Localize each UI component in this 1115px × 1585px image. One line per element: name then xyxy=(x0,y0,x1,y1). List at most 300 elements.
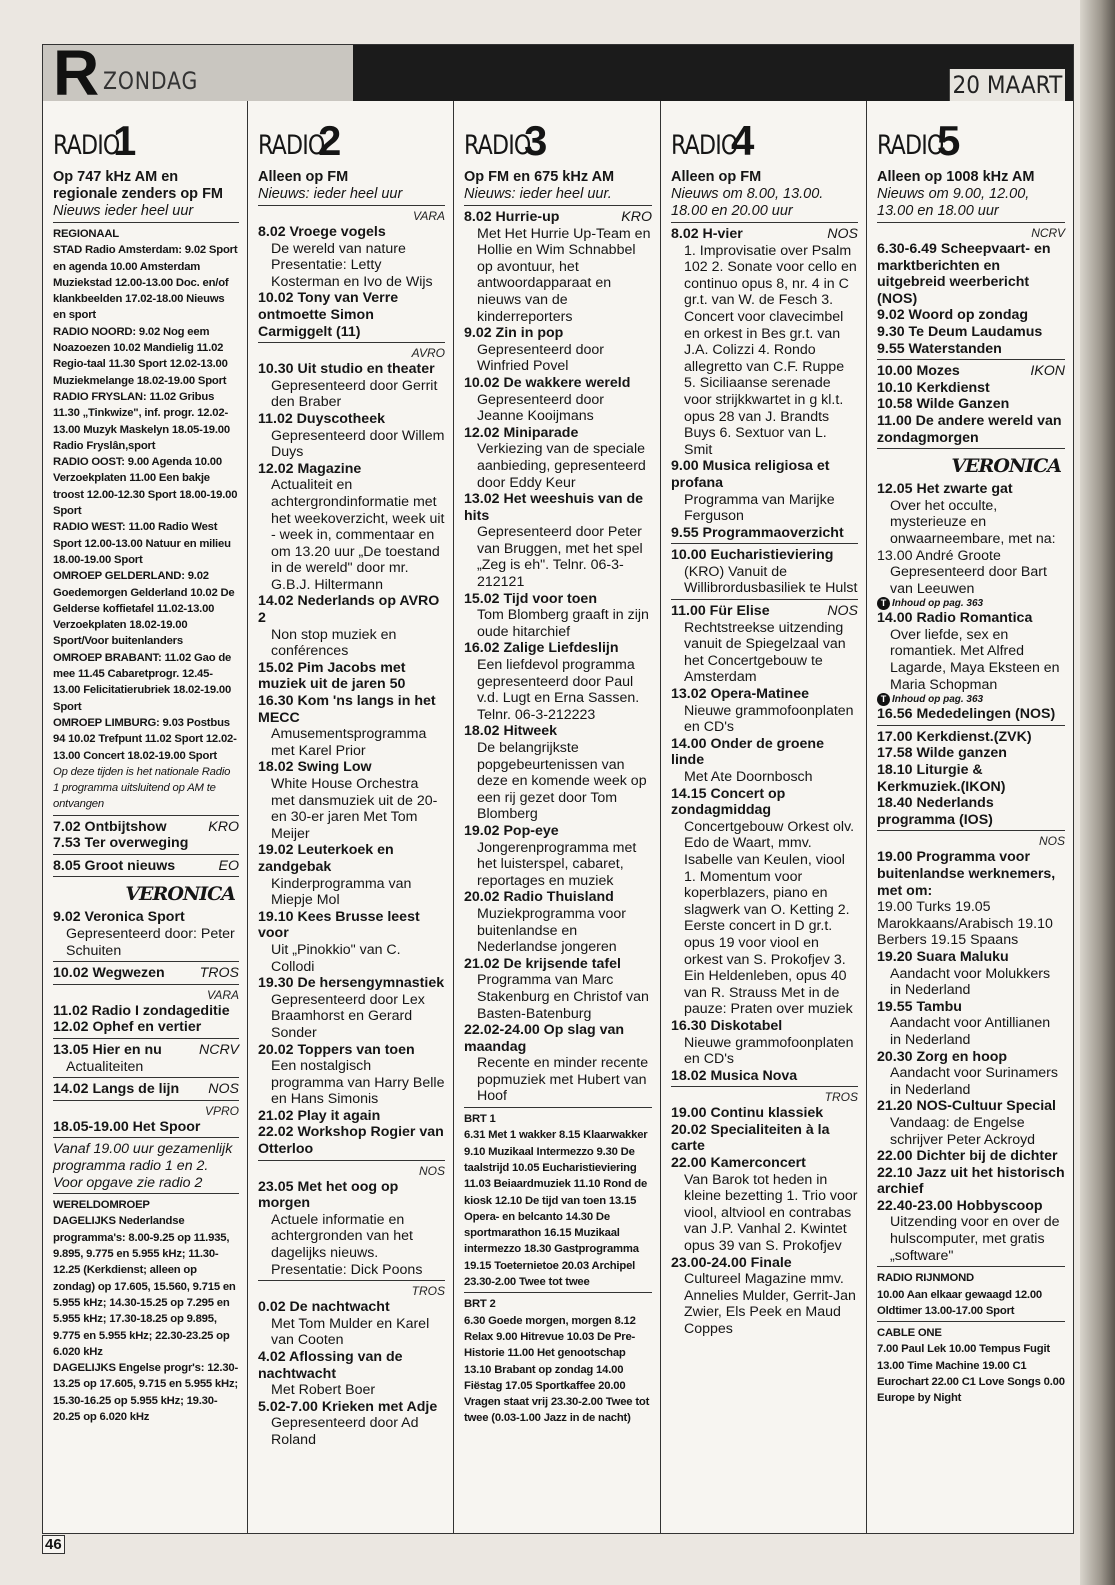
station-intro xyxy=(671,169,858,223)
program-title: 14.15 Concert op zondagmiddag xyxy=(671,785,786,819)
program-title: 8.02 Vroege vogels xyxy=(258,224,386,240)
program-description: Met Het Hurrie Up-Team en Hollie en Wim Schnabbel op avontuur, het antwoordapparaat en nieuws van de kinderreporters xyxy=(477,225,651,325)
program-title: 8.05 Groot nieuws xyxy=(53,857,176,874)
wereldomroep-dutch: DAGELIJKS Nederlandse programma's: 8.00-9.25 op 11.935, 9.895, 9.775 en 5.955 kHz; 11.30-12.25 (Kerkdienst; alleen op zondag) op 17.605, 15.560, 9.715 en 5.955 kHz; 14.30-15.25 op 7.295 en 5.955 kHz; 17.30-18.25 op 9.895, 9.775 en 5.955 kHz; 22.30-23.25 op 6.020 kHz xyxy=(53,1215,236,1358)
program-title: 8.02 H-vier xyxy=(671,226,743,242)
program-description: Kinderprogramma van Miepje Mol xyxy=(271,875,412,909)
program-description: Amusementsprogramma met Karel Prior xyxy=(271,726,427,759)
station-title xyxy=(53,109,239,164)
program-entry xyxy=(258,693,445,759)
program-description: White House Orchestra met dansmuziek uit de 20- en 30-er jaren Met Tom Meijer xyxy=(271,776,438,842)
program-title: 0.02 De nachtwacht xyxy=(258,1299,390,1316)
program-title: 7.02 Ontbijtshow xyxy=(53,818,167,835)
broadcaster-label: VARA xyxy=(206,987,239,1002)
program-description: Gepresenteerd door Gerrit den Braber xyxy=(271,377,438,411)
program-title: 10.00 Eucharistieviering xyxy=(671,547,834,564)
program-entry xyxy=(671,458,858,524)
brt1-schedule: 6.31 Met 1 wakker 8.15 Klaarwakker 9.10 Muzikaal Intermezzo 9.30 De taalstrijd 10.05 Eucharistieviering 11.03 Beiaardmuziek 11.10 Rond de kiosk 12.10 De tijd van toen 13.15 Opera- en belcanto 14.30 De sportmarathon 16.15 Muzikaal intermezzo 18.30 Gastprogramma 19.15 Toeternietoe 20.03 Archipel 23.30-2.00 Twee tot twee xyxy=(464,1129,648,1289)
program-entry xyxy=(464,889,652,955)
program-title: 17.58 Wilde ganzen xyxy=(877,745,1007,762)
regional-note: Op deze tijden is het nationale Radio 1 programma uitsluitend op AM te ontvangen xyxy=(53,765,231,811)
t-badge-icon: T xyxy=(877,597,890,610)
t-badge-icon: T xyxy=(877,693,890,706)
program-title: 14.02 Nederlands op AVRO 2 xyxy=(258,593,440,627)
cable-one-heading: CABLE ONE xyxy=(877,1327,942,1340)
program-description: Een nostalgisch programma van Harry Belle en Hans Simonis xyxy=(271,1058,445,1108)
program-entry xyxy=(877,1148,1065,1165)
program-title: 10.02 Wegwezen xyxy=(53,965,165,982)
program-description: Aandacht voor Surinamers in Nederland xyxy=(890,1065,1058,1098)
program-title: 12.02 Miniparade xyxy=(464,424,579,441)
program-entry xyxy=(464,591,652,641)
frequency-info: Op FM en 675 kHz AM xyxy=(464,169,615,185)
program-description: Met Ate Doornbosch xyxy=(684,769,813,785)
program-entry xyxy=(464,209,652,325)
program-entry xyxy=(877,341,1065,358)
program-title: 18.40 Nederlands programma (IOS) xyxy=(877,795,994,828)
station-title-word: RADIO xyxy=(53,130,120,161)
program-title: 21.02 De krijsende tafel xyxy=(464,955,621,972)
program-entry xyxy=(258,1042,445,1108)
program-entry xyxy=(258,1399,445,1449)
station-number: 1 xyxy=(113,117,137,164)
program-description: Vandaag: de Engelse schrijver Peter Ackroyd xyxy=(890,1114,1036,1148)
program-entry xyxy=(258,759,445,842)
program-description: Gepresenteerd door Jeanne Kooijmans xyxy=(477,391,604,425)
broadcaster-label: NCRV xyxy=(199,1042,239,1059)
program-description: Aandacht voor Antillianen in Nederland xyxy=(890,1015,1051,1048)
program-title: 4.02 Aflossing van de nachtwacht xyxy=(258,1349,403,1382)
news-info: Nieuws ieder heel uur xyxy=(53,203,194,219)
program-title: 8.02 Hurrie-up xyxy=(464,209,560,225)
program-entry xyxy=(53,1119,239,1136)
program-entry xyxy=(671,547,858,597)
station-intro xyxy=(53,169,239,223)
program-entry xyxy=(671,786,858,1018)
program-entry xyxy=(258,361,445,411)
program-entry xyxy=(258,593,445,659)
program-entry xyxy=(877,706,1065,723)
program-title: 21.20 NOS-Cultuur Special xyxy=(877,1098,1056,1115)
column-radio-3 xyxy=(454,101,661,1533)
program-description: Actualiteiten xyxy=(66,1058,144,1075)
program-entry xyxy=(464,640,652,723)
program-description: Gepresenteerd door: Peter Schuiten xyxy=(66,926,235,959)
cable-one-schedule: 7.00 Paul Lek 10.00 Tempus Fugit 13.00 Time Machine 19.00 C1 Eurochart 22.00 C1 Love Songs 0.00 Europe by Night xyxy=(877,1343,1065,1405)
broadcaster-label: TROS xyxy=(824,1090,858,1105)
program-title: 6.30-6.49 Scheepvaart- en marktberichten en uitgebreid weerbericht (NOS) xyxy=(877,241,1051,307)
program-title: 18.02 Hitweek xyxy=(464,723,558,740)
program-title: 10.10 Kerkdienst xyxy=(877,379,990,396)
regional-list xyxy=(53,242,239,764)
header-day-block xyxy=(43,44,353,109)
broadcaster-label: NCRV xyxy=(1031,226,1065,240)
program-entry xyxy=(464,1022,652,1105)
program-title: 12.02 Magazine xyxy=(258,460,362,477)
program-title: 9.02 Zin in pop xyxy=(464,325,564,342)
program-entry xyxy=(671,1018,858,1068)
program-title: 20.02 Toppers van toen xyxy=(258,1041,415,1058)
program-title: 20.30 Zorg en hoop xyxy=(877,1048,1008,1065)
program-title: 16.02 Zalige Liefdeslijn xyxy=(464,640,619,657)
program-description: Actuele informatie en achtergronden van het dagelijks nieuws. Presentatie: Dick Poons xyxy=(271,1211,423,1278)
station-intro xyxy=(258,169,445,206)
program-entry xyxy=(877,413,1065,446)
program-entry xyxy=(258,975,445,1041)
brt1-heading: BRT 1 xyxy=(464,1113,496,1126)
program-title: 13.02 Het weeshuis van de hits xyxy=(464,491,644,524)
regional-item: OMROEP BRABANT: 11.02 Gao de mee 11.45 Cabaretprogr. 12.45-13.00 Felicitatierubriek 18.02-19.00 Sport xyxy=(53,651,232,713)
program-title: 9.30 Te Deum Laudamus xyxy=(877,323,1043,340)
program-title: 16.30 Kom 'ns langs in het MECC xyxy=(258,693,436,726)
program-title: 10.02 De wakkere wereld xyxy=(464,374,631,391)
program-description: Nieuwe grammofoonplaten en CD's xyxy=(684,1034,854,1068)
content-reference-text: Inhoud op pag. 363 xyxy=(892,598,984,610)
station-title xyxy=(464,109,652,164)
program-description: Cultureel Magazine mmv. Annelies Mulder, Gerrit-Jan Zwier, Els Peek en Maud Coppes xyxy=(684,1271,856,1337)
program-title: 5.02-7.00 Krieken met Adje xyxy=(258,1398,438,1415)
program-entry xyxy=(258,1299,445,1349)
broadcaster-label: NOS xyxy=(827,226,858,242)
program-title: 14.02 Langs de lijn xyxy=(53,1081,180,1098)
column-radio-5 xyxy=(867,101,1073,1533)
broadcaster-label: KRO xyxy=(208,818,239,835)
program-entry xyxy=(877,1049,1065,1099)
program-title: 11.00 Für Elise xyxy=(671,603,770,620)
program-entry xyxy=(258,909,445,975)
station-title-word: RADIO xyxy=(464,130,531,161)
program-description: Gepresenteerd door Willem Duys xyxy=(271,427,445,461)
program-entry xyxy=(464,491,652,591)
station-number: 4 xyxy=(731,117,755,164)
program-entry xyxy=(877,481,1065,547)
column-radio-2 xyxy=(248,101,454,1533)
rijnmond-schedule: 10.00 Aan elkaar gewaagd 12.00 Oldtimer 13.00-17.00 Sport xyxy=(877,1288,1043,1317)
program-entry xyxy=(671,226,858,458)
program-entry xyxy=(877,396,1065,413)
program-title: 14.00 Radio Romantica xyxy=(877,610,1033,627)
program-entry xyxy=(877,999,1065,1049)
program-description: Concertgebouw Orkest olv. Edo de Waart, mmv. Isabelle van Keulen, viool 1. Momentum voor koperblazers, piano en slagwerk van O. Ketting 2. Eerste concert in D gr.t. opus 19 voor viool en orkest van S. Prokofjev 3. Ein Heldenleben, opus 40 van R. Strauss Met in de pauze: Praten over muziek xyxy=(684,818,855,1018)
program-title: 11.02 Duyscotheek xyxy=(258,410,385,427)
station-title-word: RADIO xyxy=(258,130,325,161)
program-title: 16.56 Mededelingen (NOS) xyxy=(877,706,1056,723)
program-description: Gepresenteerd door Bart van Leeuwen xyxy=(890,564,1047,597)
program-entry xyxy=(877,380,1065,397)
program-entry xyxy=(877,610,1065,693)
veronica-logo: VERONICA xyxy=(951,455,1061,478)
simulcast-note: Vanaf 19.00 uur gezamenlijk programma radio 1 en 2. Voor opgave zie radio 2 xyxy=(53,1141,233,1191)
program-title: 19.02 Leuterkoek en zandgebak xyxy=(258,842,394,875)
program-title: 15.02 Pim Jacobs met muziek uit de jaren 50 xyxy=(258,659,406,693)
program-title: 22.02 Workshop Rogier van Otterloo xyxy=(258,1124,444,1158)
program-description: Jongerenprogramma met het luisterspel, cabaret, reportages en muziek xyxy=(477,839,637,889)
program-title: 22.40-23.00 Hobbyscoop xyxy=(877,1197,1043,1214)
program-entry xyxy=(53,858,239,875)
program-entry xyxy=(258,461,445,594)
station-title-word: RADIO xyxy=(877,130,944,161)
page-header xyxy=(43,44,1073,109)
broadcaster-label: NOS xyxy=(208,1081,239,1098)
program-entry xyxy=(877,795,1065,828)
program-entry xyxy=(464,325,652,375)
regional-item: RADIO NOORD: 9.02 Nog eem Noazoezen 10.02 Mandielig 11.02 Regio-taal 11.30 Sport 12.02-13.00 Muziekmelange 18.02-19.00 Sport xyxy=(53,325,228,387)
program-entry xyxy=(53,835,239,852)
program-description: Gepresenteerd door Winfried Povel xyxy=(477,341,604,375)
program-entry xyxy=(258,1124,445,1157)
column-radio-1 xyxy=(43,101,248,1533)
veronica-logo: VERONICA xyxy=(125,883,235,906)
program-description: Een liefdevol programma gepresenteerd door Paul v.d. Lugt en Erna Sassen. Telnr. 06-3-212223 xyxy=(477,657,640,723)
station-intro xyxy=(464,169,652,206)
program-title: 9.00 Musica religiosa et profana xyxy=(671,458,830,491)
program-description: Over het occulte, mysterieuze en onwaarneembare, met na: xyxy=(890,497,1056,547)
column-radio-4 xyxy=(661,101,867,1533)
program-description: Recente en minder recente popmuziek met Hubert van Hoof xyxy=(477,1055,649,1105)
program-entry xyxy=(671,525,858,542)
program-title: 9.02 Woord op zondag xyxy=(877,307,1029,324)
program-title: 9.55 Waterstanden xyxy=(877,340,1002,357)
station-title xyxy=(671,109,858,164)
program-entry xyxy=(53,1003,239,1020)
program-entry xyxy=(877,849,1065,949)
program-title: 9.02 Veronica Sport xyxy=(53,909,185,926)
program-description: Gepresenteerd door Ad Roland xyxy=(271,1415,419,1448)
program-entry xyxy=(53,1042,239,1075)
program-entry xyxy=(877,949,1065,999)
program-entry xyxy=(671,1255,858,1338)
content-reference xyxy=(877,693,1065,706)
program-title: 19.55 Tambu xyxy=(877,998,962,1015)
station-columns xyxy=(43,101,1073,1533)
news-info: Nieuws: ieder heel uur. xyxy=(464,186,612,202)
program-entry xyxy=(464,375,652,425)
program-title: 18.05-19.00 Het Spoor xyxy=(53,1118,201,1135)
regional-item: STAD Radio Amsterdam: 9.02 Sport en agenda 10.00 Amsterdam Muziekstad 12.00-13.00 Doc. en/of klankbeelden 17.02-18.00 Nieuws en sport xyxy=(53,244,238,322)
program-entry xyxy=(53,1081,239,1098)
program-entry xyxy=(671,1105,858,1122)
program-description: Uit „Pinokkio" van C. Collodi xyxy=(271,941,401,975)
frequency-info: Op 747 kHz AM en regionale zenders op FM xyxy=(53,169,223,202)
station-title-word: RADIO xyxy=(671,130,738,161)
program-entry xyxy=(671,686,858,736)
program-entry xyxy=(671,736,858,786)
program-title: 19.00 Continu klassiek xyxy=(671,1105,824,1122)
regional-item: OMROEP LIMBURG: 9.03 Postbus 94 10.02 Trefpunt 11.02 Sport 12.02-13.00 Concert 18.02-19.00 Sport xyxy=(53,716,237,762)
program-title: 23.05 Met het oog op morgen xyxy=(258,1178,399,1212)
broadcaster-label: IKON xyxy=(1030,363,1065,380)
program-entry xyxy=(877,729,1065,746)
program-title: 19.10 Kees Brusse leest voor xyxy=(258,908,420,942)
program-title: 22.10 Jazz uit het historisch archief xyxy=(877,1164,1065,1198)
program-entry xyxy=(258,411,445,461)
program-title: 19.30 De hersengymnastiek xyxy=(258,975,445,992)
program-title: 15.02 Tijd voor toen xyxy=(464,590,597,607)
program-entry xyxy=(258,842,445,908)
program-entry xyxy=(877,548,1065,598)
program-entry xyxy=(877,363,1065,380)
frequency-info: Alleen op FM xyxy=(258,169,349,185)
program-entry xyxy=(671,1068,858,1085)
program-title: 18.02 Musica Nova xyxy=(671,1067,798,1084)
program-title: 22.00 Kamerconcert xyxy=(671,1155,806,1172)
program-description: Non stop muziek en conférences xyxy=(271,626,397,660)
program-description: Aandacht voor Molukkers in Nederland xyxy=(890,965,1051,999)
program-entry xyxy=(877,762,1065,795)
station-number: 3 xyxy=(524,117,548,164)
station-title xyxy=(877,109,1065,164)
program-description: Rechtstreekse uitzending vanuit de Spiegelzaal van het Concertgebouw te Amsterdam xyxy=(684,619,846,686)
section-letter: R xyxy=(53,44,98,109)
content-reference-text: Inhoud op pag. 363 xyxy=(892,694,984,706)
program-description: 19.00 Turks 19.05 Marokkaans/Arabisch 19.10 Berbers 19.15 Spaans xyxy=(877,899,1053,949)
broadcaster-label: KRO xyxy=(621,209,652,225)
program-title: 11.02 Radio I zondageditie xyxy=(53,1002,230,1019)
program-entry xyxy=(258,1179,445,1279)
program-description: Verkiezing van de speciale aanbieding, gepresenteerd door Eddy Keur xyxy=(477,441,646,491)
program-entry xyxy=(877,241,1065,307)
program-entry xyxy=(877,307,1065,324)
program-entry xyxy=(258,1108,445,1125)
program-entry xyxy=(464,956,652,1022)
header-bar xyxy=(353,45,1073,101)
program-entry xyxy=(258,660,445,693)
wereldomroep-english: DAGELIJKS Engelse progr's: 12.30-13.25 op 17.605, 9.715 en 5.955 kHz; 15.30-16.25 op 5.955 kHz; 19.30-20.25 op 6.020 kHz xyxy=(53,1362,239,1424)
brt2-schedule: 6.30 Goede morgen, morgen 8.12 Relax 9.00 Hitrevue 10.03 De Pre-Historie 11.00 Het genootschap 13.10 Brabant op zondag 14.00 Fiëstag 17.05 Sportkaffee 20.00 Vragen staat vrij 23.30-2.00 Twee tot twee (0.03-1.00 Jazz in de nacht) xyxy=(464,1314,650,1425)
program-entry xyxy=(53,965,239,982)
program-title: 17.00 Kerkdienst.(ZVK) xyxy=(877,728,1032,745)
program-title: 10.30 Uit studio en theater xyxy=(258,361,435,378)
program-entry xyxy=(671,603,858,686)
date-label: 20 MAART xyxy=(950,69,1065,101)
program-entry xyxy=(877,1165,1065,1198)
program-entry xyxy=(464,823,652,889)
program-entry xyxy=(877,745,1065,762)
station-number: 5 xyxy=(937,117,961,164)
program-title: 10.00 Mozes xyxy=(877,363,960,380)
program-description: De wereld van nature Presentatie: Letty Kosterman en Ivo de Wijs xyxy=(271,240,433,290)
program-entry xyxy=(877,1198,1065,1264)
news-info: Nieuws: ieder heel uur xyxy=(258,186,403,202)
program-title: 10.02 Tony van Verre ontmoette Simon Carmiggelt (11) xyxy=(258,290,399,340)
program-title: 7.53 Ter overweging xyxy=(53,835,189,852)
broadcaster-label: VPRO xyxy=(204,1103,239,1118)
program-description: Uitzending voor en over de hulscomputer, met gratis „software" xyxy=(890,1214,1060,1264)
broadcaster-label: NOS xyxy=(1038,834,1065,849)
program-entry xyxy=(258,224,445,290)
broadcaster-label: AVRO xyxy=(411,346,445,361)
program-title: 11.00 De andere wereld van zondagmorgen xyxy=(877,412,1062,446)
program-title: 20.02 Radio Thuisland xyxy=(464,889,614,906)
program-title: 10.58 Wilde Ganzen xyxy=(877,396,1010,413)
program-title: 18.02 Swing Low xyxy=(258,759,372,776)
program-entry xyxy=(53,909,239,959)
regional-item: RADIO OOST: 9.00 Agenda 10.00 Verzoekplaten 11.00 Een bakje troost 12.00-12.30 Sport 18.00-19.00 Sport xyxy=(53,456,238,518)
broadcaster-label: NOS xyxy=(418,1163,445,1178)
station-title xyxy=(258,109,445,164)
program-title: 21.02 Play it again xyxy=(258,1107,381,1124)
program-description: Over liefde, sex en romantiek. Met Alfred Lagarde, Maya Eksteen en Maria Schopman xyxy=(890,626,1060,693)
broadcaster-label: TROS xyxy=(411,1284,445,1299)
program-title: 19.00 Programma voor buitenlandse werknemers, met om: xyxy=(877,849,1056,899)
wereldomroep-heading: WERELDOMROEP xyxy=(53,1199,150,1212)
broadcaster-label: TROS xyxy=(199,965,239,982)
regional-item: RADIO FRYSLAN: 11.02 Gribus 11.30 „Tinkwize", inf. progr. 12.02-13.00 Muzyk Maskelyn 18.05-19.00 Radio Fryslân,sport xyxy=(53,390,230,452)
program-description: Muziekprogramma voor buitenlandse en Nederlandse jongeren xyxy=(477,905,627,956)
program-description: Van Barok tot heden in kleine bezetting 1. Trio voor viool, altviool en contrabas van J.P. Vanhal 2. Kwintet opus 39 van S. Prokofjev xyxy=(684,1171,858,1255)
program-title: 13.00 André Groote xyxy=(877,547,1001,564)
program-title: 13.02 Opera-Matinee xyxy=(671,686,809,703)
program-description: Met Robert Boer xyxy=(271,1382,376,1399)
station-number: 2 xyxy=(318,117,342,164)
program-entry xyxy=(258,1349,445,1399)
program-title: 18.10 Liturgie & Kerkmuziek.(IKON) xyxy=(877,762,1006,795)
broadcaster-label: VARA xyxy=(412,209,445,223)
program-entry xyxy=(53,819,239,836)
program-entry xyxy=(464,425,652,491)
frequency-info: Alleen op FM xyxy=(671,169,762,185)
program-title: 23.00-24.00 Finale xyxy=(671,1254,792,1271)
program-title: 12.02 Ophef en vertier xyxy=(53,1019,202,1036)
broadcaster-label: NOS xyxy=(827,603,858,620)
program-description: 1. Improvisatie over Psalm 102 2. Sonate voor cello en continuo opus 8, nr. 4 in C gr.t. van W. de Fesch 3. Concert voor clavecimbel en orkest in Bes gr.t. van J.A. Colizzi 4. Rondo allegretto van C.F. Ruppe 5. Siciliaanse serenade voor strijkkwartet in g kl.t. opus 28 van J. Brandts Buys 6. Sextuor van L. Smit xyxy=(684,242,857,458)
program-description: Programma van Marc Stakenburg en Christof van Basten-Batenburg xyxy=(477,972,649,1022)
program-title: 22.00 Dichter bij de dichter xyxy=(877,1148,1058,1165)
brt2-heading: BRT 2 xyxy=(464,1298,496,1311)
frequency-info: Alleen op 1008 kHz AM xyxy=(877,169,1035,185)
program-title: 9.55 Programmaoverzicht xyxy=(671,524,844,541)
regional-item: OMROEP GELDERLAND: 9.02 Goedemorgen Gelderland 10.02 De Gelderse koffietafel 11.02-13.00 Verzoekplaten 18.02-19.00 Sport/Voor buitenlanders xyxy=(53,570,235,648)
news-info: Nieuws om 9.00, 12.00, 13.00 en 18.00 uur xyxy=(877,186,1030,219)
broadcaster-label: EO xyxy=(218,857,239,874)
page-number: 46 xyxy=(42,1535,65,1554)
program-entry xyxy=(877,324,1065,341)
program-title: 22.02-24.00 Op slag van maandag xyxy=(464,1022,625,1055)
program-title: 19.20 Suara Maluku xyxy=(877,948,1009,965)
program-description: Nieuwe grammofoonplaten en CD's xyxy=(684,702,854,736)
program-description: Gepresenteerd door Lex Braamhorst en Gerard Sonder xyxy=(271,991,425,1041)
day-label: ZONDAG xyxy=(103,67,199,95)
program-entry xyxy=(671,1155,858,1255)
program-entry xyxy=(53,1019,239,1036)
program-entry xyxy=(671,1122,858,1155)
news-info: Nieuws om 8.00, 13.00. 18.00 en 20.00 uur xyxy=(671,186,824,219)
program-description: Tom Blomberg graaft in zijn oude hitarchief xyxy=(477,607,649,640)
program-description: Programma van Marijke Ferguson xyxy=(684,491,835,525)
program-description: De belangrijkste popgebeurtenissen van deze en komende week op een rij gezet door Tom Blomberg xyxy=(477,740,647,823)
station-intro xyxy=(877,169,1065,223)
radio-listings-page xyxy=(42,44,1074,1534)
regional-item: RADIO WEST: 11.00 Radio West Sport 12.00-13.00 Natuur en milieu 18.00-19.00 Sport xyxy=(53,521,231,566)
content-reference xyxy=(877,597,1065,610)
program-entry xyxy=(464,723,652,823)
rijnmond-heading: RADIO RIJNMOND xyxy=(877,1272,974,1285)
program-title: 16.30 Diskotabel xyxy=(671,1017,783,1034)
regional-heading: REGIONAAL xyxy=(53,228,119,240)
program-description: Gepresenteerd door Peter van Bruggen, met het spel „Zeg is eh". Telnr. 06-3-212121 xyxy=(477,524,643,591)
program-entry xyxy=(258,290,445,340)
program-title: 13.05 Hier en nu xyxy=(53,1042,162,1059)
program-title: 14.00 Onder de groene linde xyxy=(671,735,824,769)
program-title: 12.05 Het zwarte gat xyxy=(877,481,1013,498)
program-title: 20.02 Specialiteiten à la carte xyxy=(671,1121,830,1155)
program-description: Actualiteit en achtergrondinformatie met het weekoverzicht, week uit - week in, commentaar en om 13.20 uur „De toestand in de wereld" door mr. G.B.J. Hiltermann xyxy=(271,477,445,593)
program-entry xyxy=(877,1098,1065,1148)
program-title: 19.02 Pop-eye xyxy=(464,822,559,839)
page-gutter xyxy=(1080,0,1115,1585)
program-description: (KRO) Vanuit de Willibrordusbasiliek te Hulst xyxy=(684,563,858,597)
program-description: Met Tom Mulder en Karel van Cooten xyxy=(271,1315,430,1349)
